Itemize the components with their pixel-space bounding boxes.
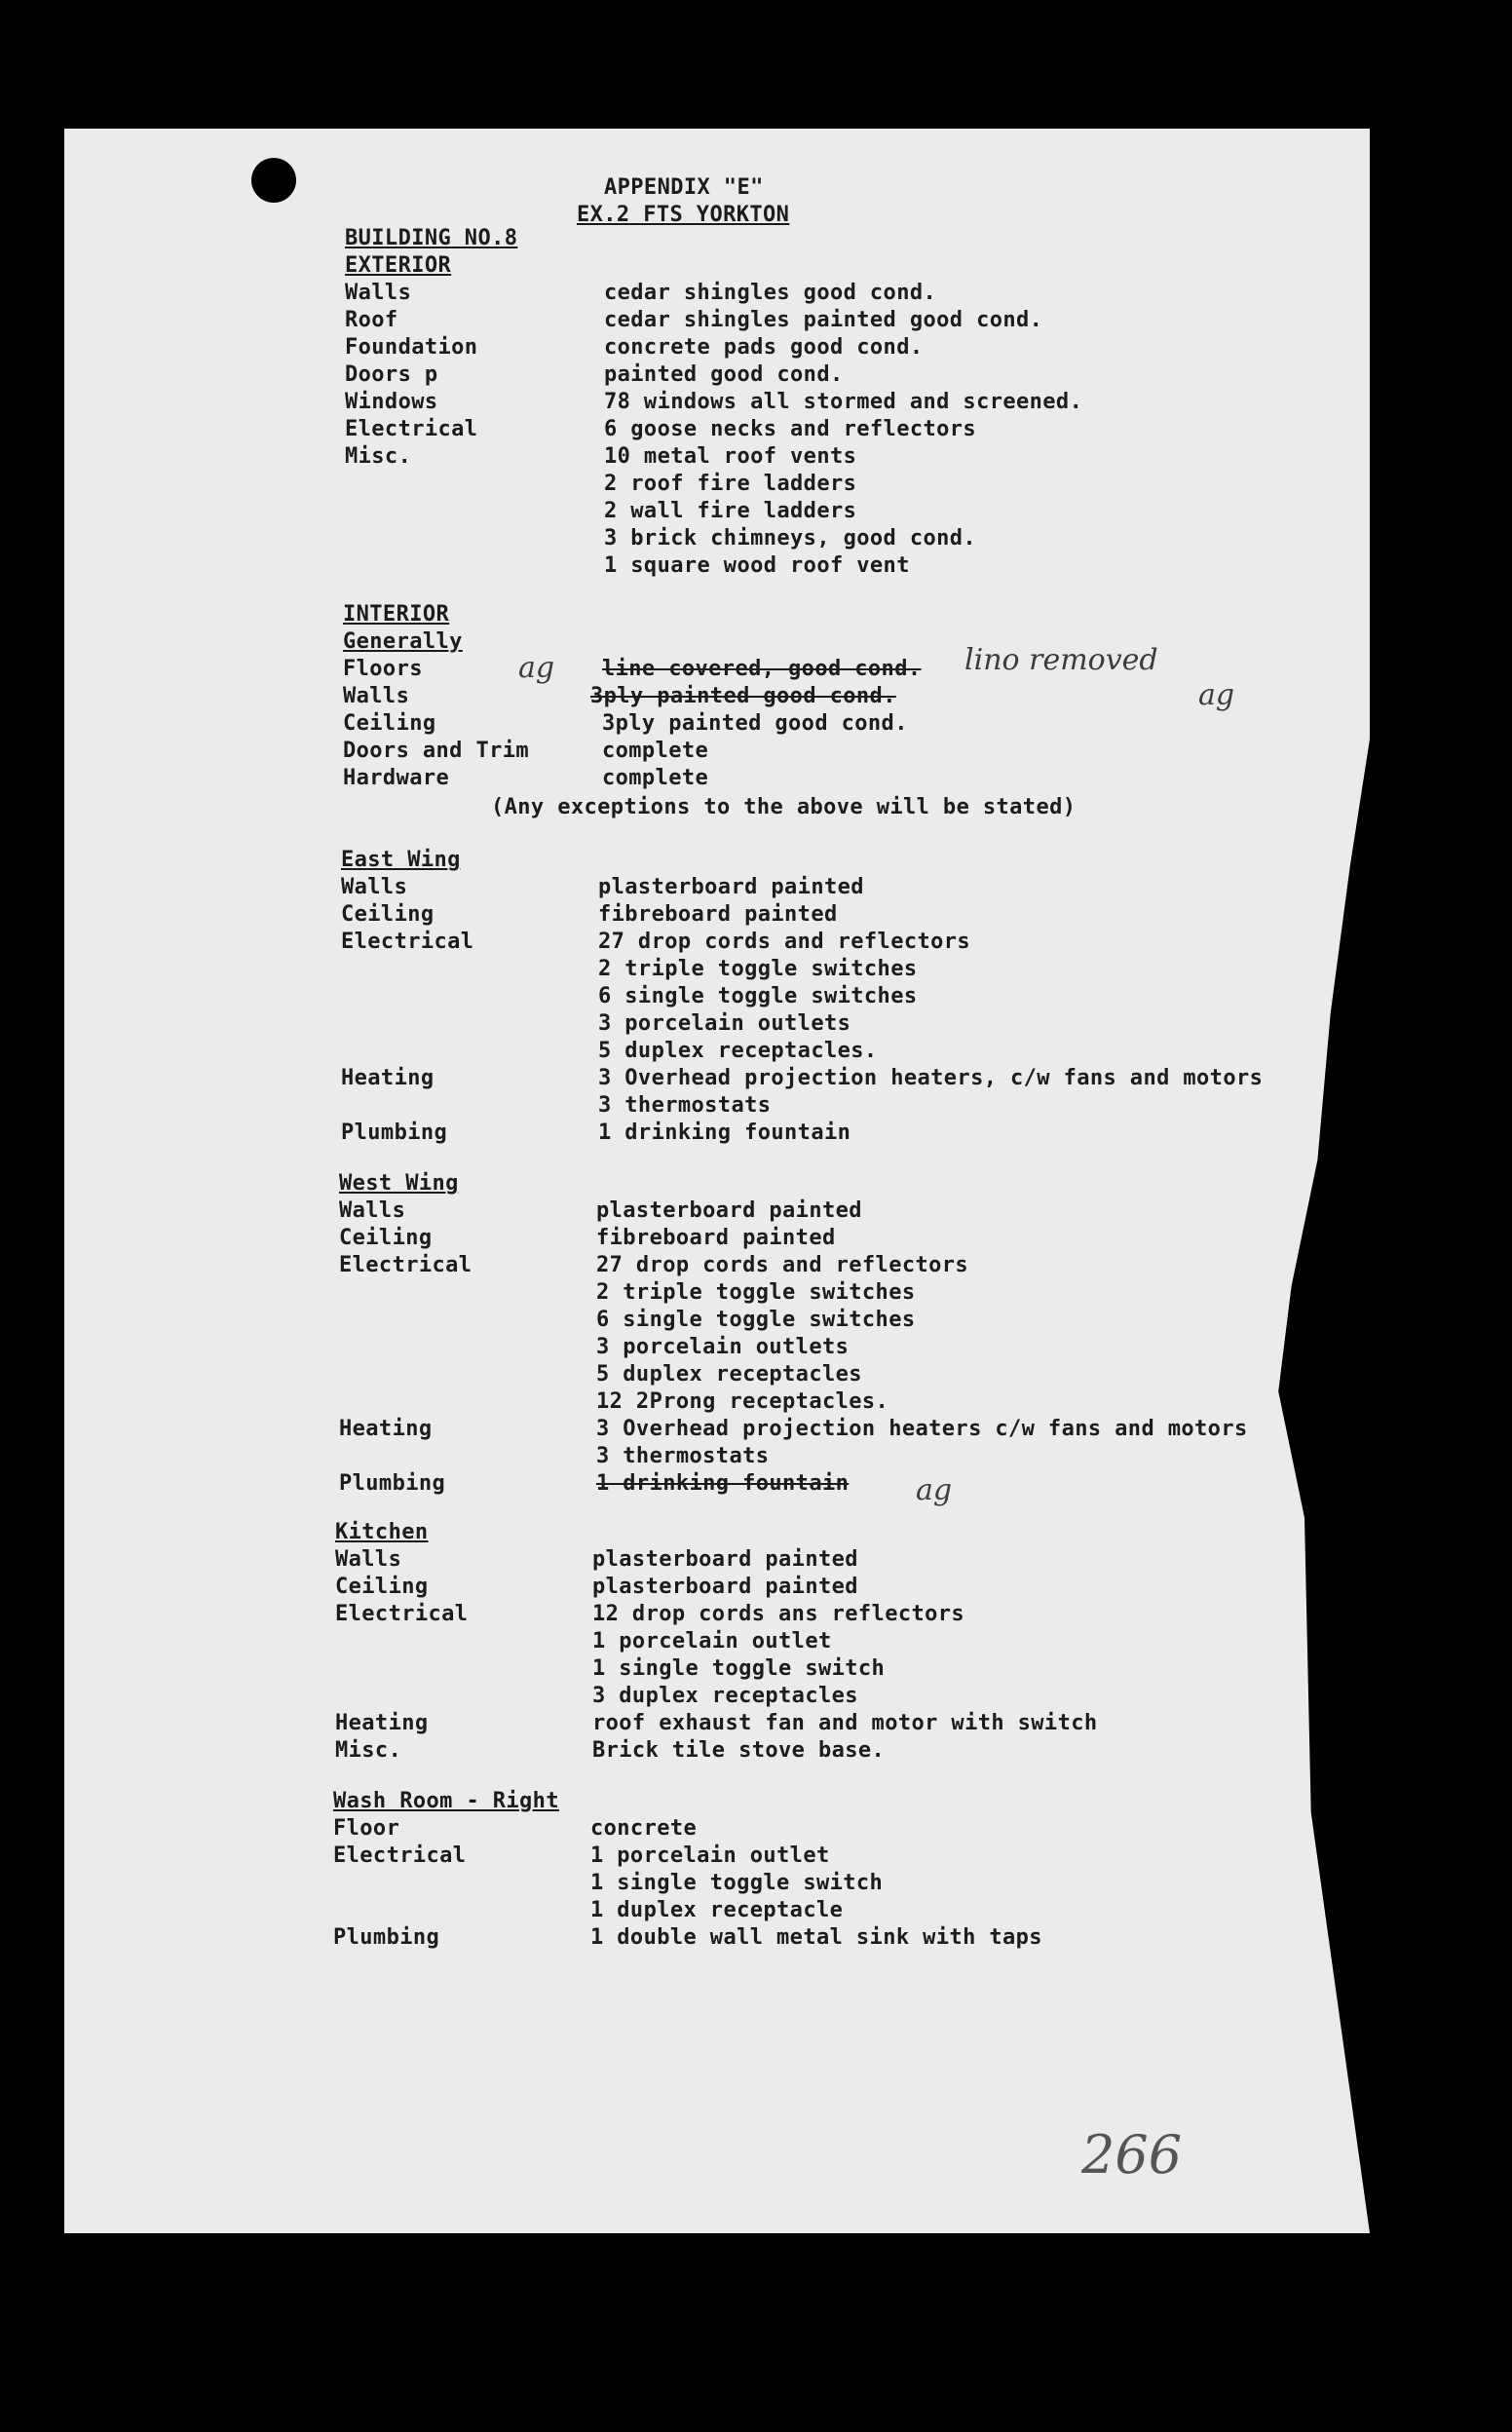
kitchen-label: Heating xyxy=(335,1711,429,1735)
west-wing-value: 27 drop cords and reflectors xyxy=(596,1253,969,1277)
interior-label: Ceiling xyxy=(343,711,436,736)
exterior-value: 3 brick chimneys, good cond. xyxy=(604,526,977,551)
exterior-value: 10 metal roof vents xyxy=(604,444,857,469)
interior-label: Doors and Trim xyxy=(343,739,530,763)
kitchen-value: plasterboard painted xyxy=(592,1575,858,1599)
kitchen-value: 12 drop cords ans reflectors xyxy=(592,1602,965,1626)
exterior-label: Doors p xyxy=(345,362,438,387)
appendix-title: APPENDIX "E" xyxy=(604,175,764,200)
east-wing-value: 1 drinking fountain xyxy=(598,1121,851,1145)
west-wing-value: 3 Overhead projection heaters c/w fans and motors xyxy=(596,1417,1248,1441)
kitchen-label: Misc. xyxy=(335,1738,402,1763)
east-wing-value: 5 duplex receptacles. xyxy=(598,1039,878,1063)
interior-value: complete xyxy=(602,739,709,763)
interior-label: Walls xyxy=(343,684,410,708)
west-wing-value: 5 duplex receptacles xyxy=(596,1362,862,1387)
west-wing-value: 2 triple toggle switches xyxy=(596,1280,916,1305)
exterior-value: cedar shingles painted good cond. xyxy=(604,308,1043,332)
east-wing-value: 3 thermostats xyxy=(598,1093,772,1118)
exterior-value: cedar shingles good cond. xyxy=(604,281,937,305)
kitchen-value: 1 single toggle switch xyxy=(592,1656,886,1681)
west-wing-value-struck: 1 drinking fountain xyxy=(596,1471,850,1496)
west-wing-value: 3 porcelain outlets xyxy=(596,1335,850,1359)
exterior-heading: EXTERIOR xyxy=(345,253,452,278)
east-wing-label: Electrical xyxy=(341,930,474,954)
interior-note: (Any exceptions to the above will be stated) xyxy=(491,795,1077,819)
kitchen-value: 3 duplex receptacles xyxy=(592,1684,858,1708)
west-wing-value: 6 single toggle switches xyxy=(596,1308,916,1332)
wash-room-value: 1 double wall metal sink with taps xyxy=(590,1925,1042,1950)
interior-value: complete xyxy=(602,766,709,790)
wash-room-value: 1 single toggle switch xyxy=(590,1871,884,1895)
east-wing-value: 6 single toggle switches xyxy=(598,984,918,1008)
interior-heading: INTERIOR xyxy=(343,602,450,627)
exterior-value: 2 wall fire ladders xyxy=(604,499,857,523)
building-title: BUILDING NO.8 xyxy=(345,226,518,250)
exterior-label: Roof xyxy=(345,308,398,332)
interior-value-struck: 3ply painted good cond. xyxy=(590,684,896,708)
exterior-value: 1 square wood roof vent xyxy=(604,553,910,578)
interior-value-struck: line covered, good cond. xyxy=(602,657,922,681)
handwritten-initials: ag xyxy=(916,1473,953,1507)
wash-room-value: 1 duplex receptacle xyxy=(590,1898,844,1922)
west-wing-label: Electrical xyxy=(339,1253,472,1277)
exterior-label: Electrical xyxy=(345,417,478,441)
east-wing-label: Plumbing xyxy=(341,1121,448,1145)
exterior-value: concrete pads good cond. xyxy=(604,335,924,360)
west-wing-label: Plumbing xyxy=(339,1471,446,1496)
wash-room-label: Electrical xyxy=(333,1843,467,1868)
west-wing-label: Walls xyxy=(339,1198,406,1223)
station-title: EX.2 FTS YORKTON xyxy=(577,203,790,227)
exterior-label: Windows xyxy=(345,390,438,414)
exterior-value: 78 windows all stormed and screened. xyxy=(604,390,1083,414)
kitchen-label: Electrical xyxy=(335,1602,469,1626)
kitchen-value: 1 porcelain outlet xyxy=(592,1629,832,1653)
interior-label: Floors xyxy=(343,657,423,681)
wash-room-label: Floor xyxy=(333,1816,400,1841)
wash-room-label: Plumbing xyxy=(333,1925,440,1950)
interior-subheading: Generally xyxy=(343,629,463,654)
east-wing-value: 3 porcelain outlets xyxy=(598,1011,851,1036)
page-number: 266 xyxy=(1081,2124,1183,2185)
wash-room-value: 1 porcelain outlet xyxy=(590,1843,830,1868)
kitchen-value: roof exhaust fan and motor with switch xyxy=(592,1711,1098,1735)
west-wing-label: Heating xyxy=(339,1417,433,1441)
exterior-value: 2 roof fire ladders xyxy=(604,472,857,496)
east-wing-value: 3 Overhead projection heaters, c/w fans and motors xyxy=(598,1066,1264,1090)
east-wing-label: Ceiling xyxy=(341,902,435,927)
handwritten-initials: ag xyxy=(518,651,555,685)
kitchen-label: Ceiling xyxy=(335,1575,429,1599)
west-wing-value: 12 2Prong receptacles. xyxy=(596,1389,889,1414)
kitchen-value: Brick tile stove base. xyxy=(592,1738,886,1763)
kitchen-heading: Kitchen xyxy=(335,1520,429,1544)
west-wing-value: plasterboard painted xyxy=(596,1198,862,1223)
wash-room-heading: Wash Room - Right xyxy=(333,1789,559,1813)
west-wing-label: Ceiling xyxy=(339,1226,433,1250)
handwritten-initials: ag xyxy=(1198,678,1235,712)
interior-label: Hardware xyxy=(343,766,450,790)
west-wing-heading: West Wing xyxy=(339,1171,459,1196)
east-wing-value: 2 triple toggle switches xyxy=(598,957,918,981)
east-wing-value: 27 drop cords and reflectors xyxy=(598,930,971,954)
east-wing-label: Walls xyxy=(341,875,408,899)
east-wing-value: plasterboard painted xyxy=(598,875,864,899)
exterior-label: Foundation xyxy=(345,335,478,360)
east-wing-value: fibreboard painted xyxy=(598,902,838,927)
exterior-label: Walls xyxy=(345,281,412,305)
kitchen-value: plasterboard painted xyxy=(592,1547,858,1572)
interior-value: 3ply painted good cond. xyxy=(602,711,908,736)
wash-room-value: concrete xyxy=(590,1816,698,1841)
west-wing-value: fibreboard painted xyxy=(596,1226,836,1250)
west-wing-value: 3 thermostats xyxy=(596,1444,770,1468)
kitchen-label: Walls xyxy=(335,1547,402,1572)
exterior-value: 6 goose necks and reflectors xyxy=(604,417,977,441)
exterior-label: Misc. xyxy=(345,444,412,469)
east-wing-label: Heating xyxy=(341,1066,435,1090)
exterior-value: painted good cond. xyxy=(604,362,844,387)
handwritten-lino-note: lino removed xyxy=(964,643,1158,677)
east-wing-heading: East Wing xyxy=(341,848,461,872)
